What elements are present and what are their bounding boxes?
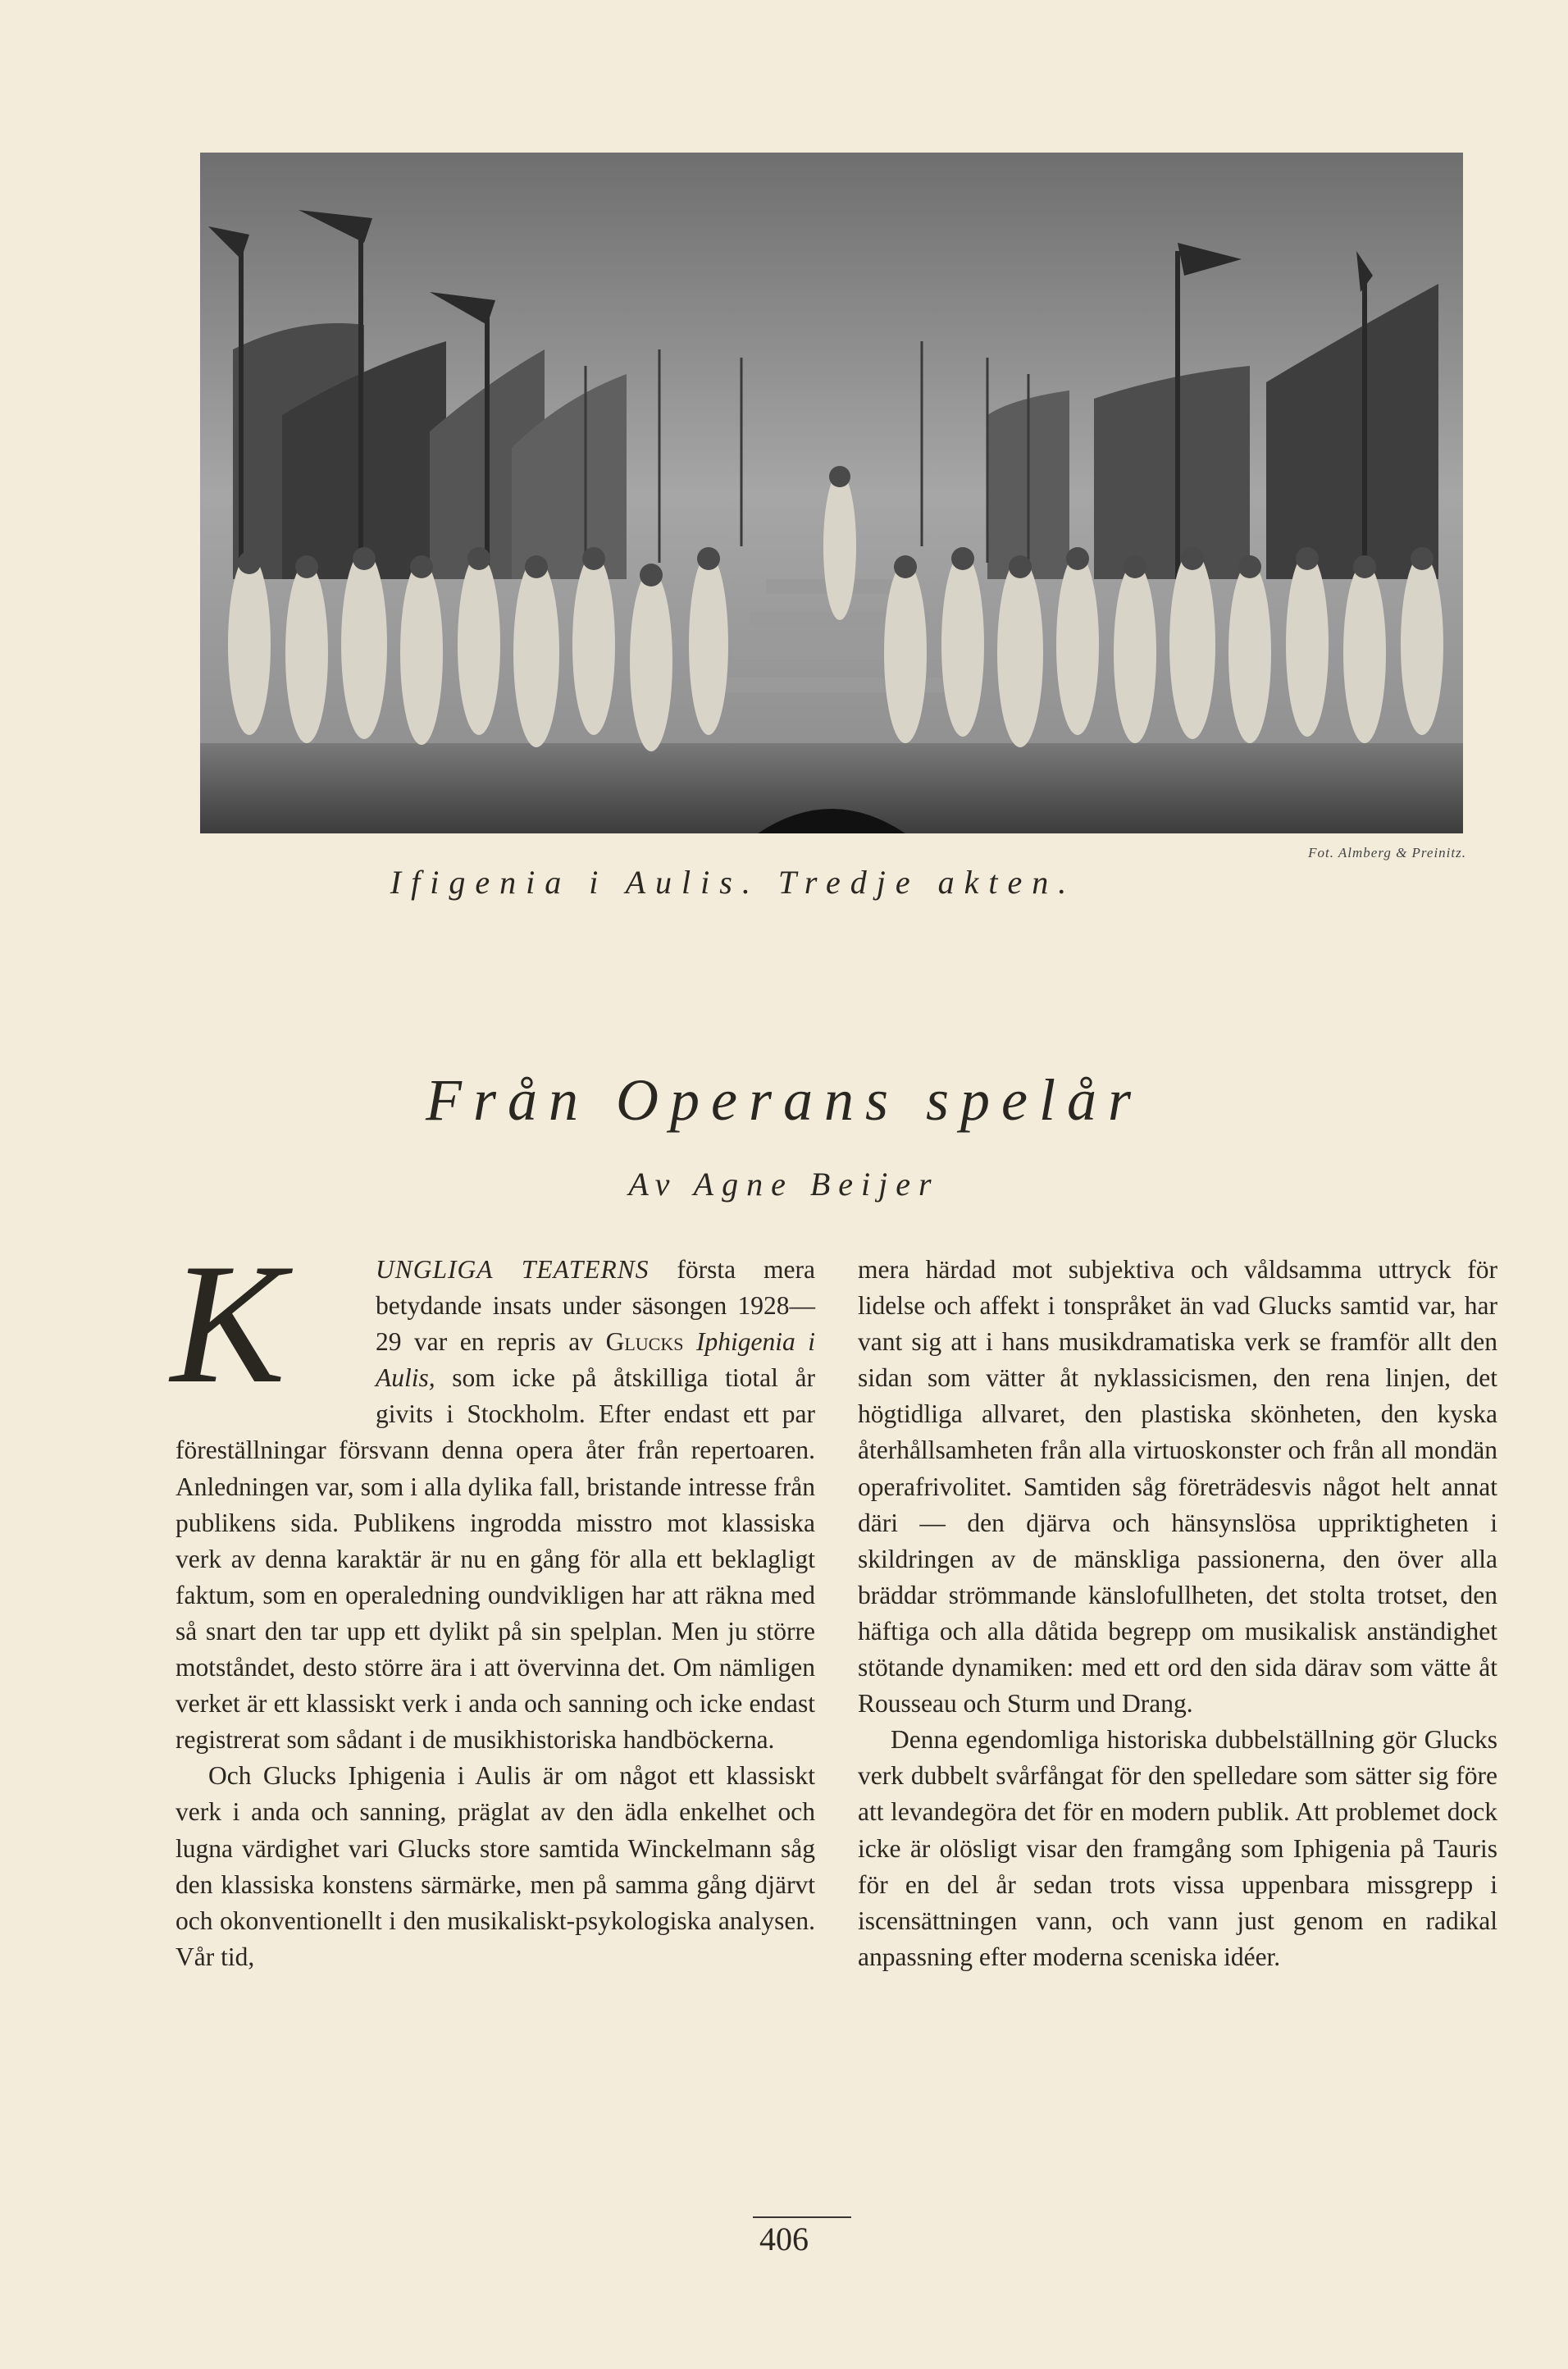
right-column (858, 1252, 1497, 1975)
left-paragraph-1 (171, 1229, 816, 1758)
author-name-glucks: Glucks (605, 1327, 684, 1357)
left-paragraph-2: Och Glucks Iphigenia i Aulis är om något ett klassiskt verk i anda och sanning, präglat av den ädla enkelhet och lugna värdighet vari Glucks store samtida Winckelmann såg den klassiska konstens särmärke, men på samma gång djärvt och okonventionellt i den musikaliskt-psykologiska analysen. Vår tid, (175, 1761, 815, 1971)
article-title: Från Operans spelår (426, 1067, 1142, 1133)
left-paragraph-1-text-a: första mera betydande insats under säsongen 1928—29 var en repris av (376, 1255, 815, 1357)
right-paragraph-1: mera härdad mot subjektiva och våldsamma uttryck för lidelse och affekt i tonspråket än vad Glucks samtid var, har vant sig att i hans musikdramatiska verk se framför allt den sidan som vätter åt nyklassicismen, den rena linjen, det högtidliga allvaret, den plastiska skönheten, den kyska återhållsamheten från alla virtuoskonster och från all mondän operafrivolitet. Samtiden såg företrädesvis något helt annat däri — den djärva och hänsynslösa uppriktigheten i skildringen av de mänskliga passionerna, den över alla bräddar strömmande känslofullheten, det stolta trotset, den häftiga och alla dåtida begrepp om musikalisk anständighet stötande dynamiken: med ett ord den sida därav som vätte åt Rousseau och Sturm und Drang. (858, 1255, 1497, 1719)
stage-scene-illustration (200, 153, 1463, 833)
right-paragraph-2: Denna egendomliga historiska dubbelställning gör Glucks verk dubbelt svårfångat för den spelledare som sätter sig före att levandegöra det för en modern publik. Att problemet dock icke är olösligt visar den framgång som Iphigenia på Tauris för en del år sedan trots vissa uppenbara missgrepp i iscensättningen vann, och vann just genom en radikal anpassning efter moderna sceniska idéer. (858, 1725, 1497, 1971)
page-number: 406 (759, 2221, 809, 2257)
photo-caption: Ifigenia i Aulis. Tredje akten. (390, 864, 1077, 901)
stage-photograph (200, 153, 1463, 833)
work-title: Iphigenia i Aulis, (376, 1327, 816, 1393)
left-column (171, 1229, 816, 1975)
left-paragraph-1-text-b: som icke på åtskilliga tiotal år givits i Stockholm. Efter endast ett par föreställningar försvann denna opera åter från repertoaren. Anledningen var, som i alla dylika fall, bristande intresse från publikens sida. Publikens ingrodda misstro mot klassiska verk av denna karaktär är nu en gång för alla ett beklagligt faktum, som en operaledning oundvikligen har att räkna med så snart den tar upp ett dylikt på sin spelplan. Men ju större motståndet, desto större ära i att övervinna det. Om nämligen verket är ett klassiskt verk i anda och sanning och icke endast registrerat som sådant i de musikhistoriska handböckerna. (175, 1363, 815, 1755)
folio-rule (753, 2216, 851, 2218)
lead-in: UNGLIGA TEATERNS (376, 1255, 650, 1284)
photo-credit: Fot. Almberg & Preinitz. (1308, 845, 1466, 860)
article-byline: Av Agne Beijer (628, 1166, 940, 1203)
drop-cap: K (171, 1229, 286, 1419)
